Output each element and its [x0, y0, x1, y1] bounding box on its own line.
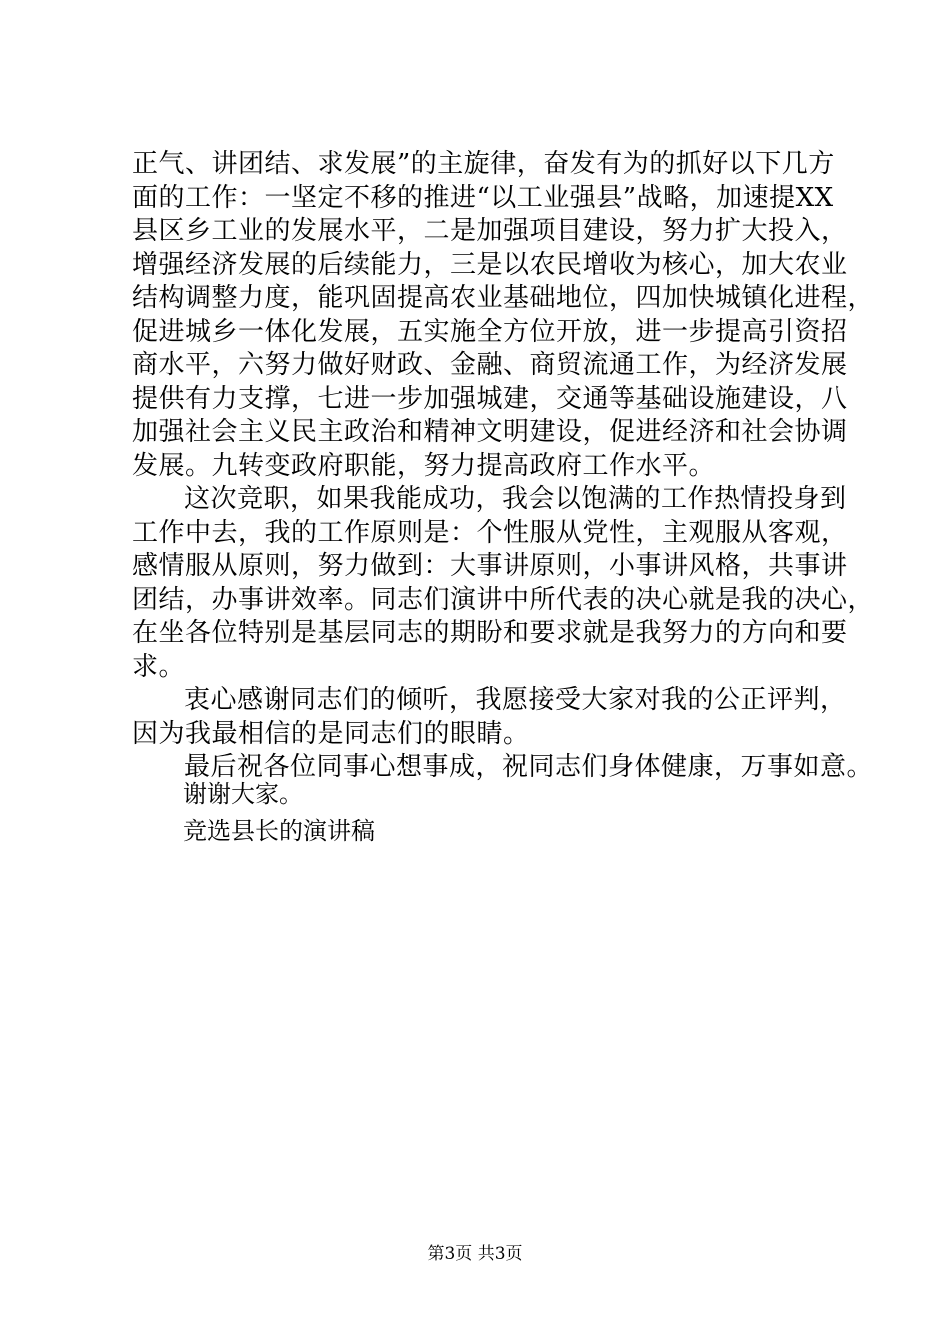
text-line: 商水平，六努力做好财政、金融、商贸流通工作，为经济发展	[132, 350, 848, 380]
text-line: 最后祝各位同事心想事成，祝同志们身体健康，万事如意。	[184, 752, 874, 782]
text-line: 面的工作：一坚定不移的推进“以工业强县”战略，加速提XX	[132, 182, 834, 213]
text-line: 感情服从原则，努力做到：大事讲原则，小事讲风格，共事讲	[132, 551, 848, 581]
paragraph-principles	[132, 483, 875, 684]
page-footer	[0, 1243, 950, 1265]
text-line: 提供有力支撑，七进一步加强城建，交通等基础设施建设，八	[132, 383, 848, 414]
paragraph-goals	[132, 148, 875, 483]
text-line: 发展。九转变政府职能，努力提高政府工作水平。	[132, 450, 716, 481]
page-number: 第3页 共3页	[427, 1244, 523, 1264]
text-line: 这次竞职，如果我能成功，我会以饱满的工作热情投身到	[184, 484, 847, 514]
text-line: 加强社会主义民主政治和精神文明建设，促进经济和社会协调	[132, 417, 848, 447]
closing-title: 竞选县长的演讲稿	[183, 817, 375, 845]
text-line: 促进城乡一体化发展，五实施全方位开放，进一步提高引资招	[132, 316, 848, 347]
text-line: 正气、讲团结、求发展”的主旋律，奋发有为的抓好以下几方	[132, 149, 835, 179]
text-line: 求。	[132, 651, 186, 682]
text-line: 团结，办事讲效率。同志们演讲中所代表的决心就是我的决心，	[132, 584, 875, 615]
text-line: 在坐各位特别是基层同志的期盼和要求就是我努力的方向和要	[132, 618, 848, 648]
text-line: 县区乡工业的发展水平，二是加强项目建设，努力扩大投入，	[132, 216, 848, 246]
text-line: 增强经济发展的后续能力，三是以农民增收为核心，加大农业	[132, 249, 848, 280]
closing-thanks: 谢谢大家。	[183, 780, 303, 808]
speech-body	[132, 148, 875, 785]
text-line: 工作中去，我的工作原则是：个性服从党性，主观服从客观，	[132, 517, 848, 548]
text-line: 因为我最相信的是同志们的眼睛。	[132, 718, 530, 749]
closing-block	[183, 776, 375, 850]
text-line: 衷心感谢同志们的倾听，我愿接受大家对我的公正评判，	[184, 685, 847, 715]
paragraph-thanks	[132, 684, 852, 751]
text-line: 结构调整力度，能巩固提高农业基础地位，四加快城镇化进程，	[132, 283, 875, 313]
